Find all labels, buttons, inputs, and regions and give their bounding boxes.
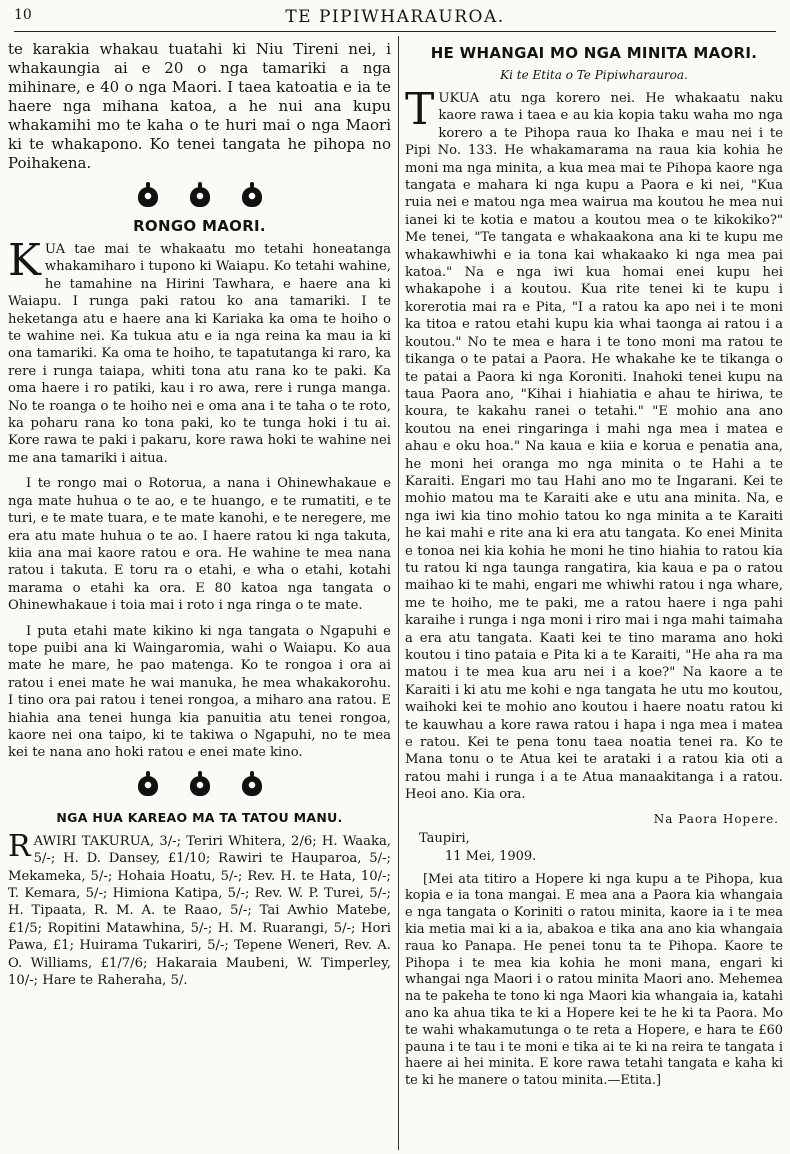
page-number: 10: [14, 7, 32, 23]
letter-signature: Na Paora Hopere.: [653, 811, 779, 826]
editor-note-text: [Mei ata titiro a Hopere ki nga kupu a te Pihopa, kua kopia e ia tona mangai. E mea ana a Paora kia whangaia e nga tangata o Koriniti o ratou minita, kaore ia i te mea kia metia mai ki a ia, abakoa e tika ana ano kia whangaia raua ko Panapa. He penei tonu ta te Pihopa. Kaore te Pihopa i te mea kia kohia he moni mana, engari ki whangai nga Maori i o ratou minita Maori ano. Mehemea na te pakeha te tono ki nga Maori kia whangaia ia, katahi ano ka ahua tika te ki a Hopere kei te he ki ta Paora. Mo te wahi whakamutunga o te reta a Hopere, e hara te £60 pauna i te tau i te moni e tika ai te ki na reira te tangata i haere ai hei minita. E kore rawa tetahi tangata e kaha ki te ki he manere o tatou minita.—Etita.]: [405, 871, 783, 1089]
rongo-paragraph-1-text: UA tae mai te whakaatu mo tetahi honeatanga whakamiharo i tupono ki Waiapu. Ko tetahi wahine, he tamahine na Hirini Tawhara, e haere ana ki Waiapu. I runga paki ratou ko ana tamariki. I te heketanga atu e haere ana ki Kariaka ka oma te hoiho o te wahine nei. Ka tukua atu e ia nga reina ka mau ia ki ona tamariki. Ka oma te hoiho, te tapatutanga ki raro, ka rere i runga taiapa, whiti tona atu rana ko te paki. Ka oma haere i ro patiki, kau i ro awa, rere i runga manga. No te roanga o te hoiho nei e oma ana i te taha o te roto, ka poharu rana ko tona paki, ko te tunga hoki i tu ai. Kore rawa te paki i pakaru, kore rawa hoki te wahine nei me ana tamariki i aitua.: [8, 242, 391, 466]
fern-ornament-icon: [242, 776, 262, 796]
fern-ornament-icon: [190, 776, 210, 796]
drop-cap: R: [8, 828, 31, 864]
donations-paragraph: [8, 828, 391, 990]
rongo-paragraph-3: I puta etahi mate kikino ki nga tangata o Ngapuhi e tope puibi ana ki Waingaromia, wahi o Waiapu. Ko aua mate he mare, he pao matenga. Ko te rongoa i ora ai ratou i enei mate he wai manuka, he mea whakakorohu. I tino ora pai ratou i tenei rongoa, a miharo ana ratou. E hiahia ana tenei hunga kia panuitia atu tenei rongoa, kaore nei ona taipo, ki te takiwa o Ngapuhi, no te mea kei te nana ano hoki ratou e enei mate kino.: [8, 623, 391, 761]
ornament-row: [8, 187, 391, 207]
hua-kareao-heading: NGA HUA KAREAO MA TA TATOU MANU.: [56, 809, 343, 825]
whangai-heading: HE WHANGAI MO NGA MINITA MAORI.: [430, 44, 758, 62]
newspaper-title: TE PIPIWHARAUROA.: [285, 7, 505, 27]
rongo-paragraph-1: [8, 235, 391, 467]
editor-note: [405, 872, 783, 1090]
drop-cap: T: [405, 84, 435, 135]
letter-date: 11 Mei, 1909.: [445, 848, 537, 864]
fern-ornament-icon: [242, 187, 262, 207]
running-header: [14, 5, 776, 32]
ornament-row: [8, 776, 391, 796]
donations-text: AWIRI TAKURUA, 3/-; Teriri Whitera, 2/6; H. Waaka, 5/-; H. D. Dansey, £1/10; Rawiri te Hauparoa, 5/-; Mekameka, 5/-; Hohaia Hoatu, 5/-; Rev. H. te Hata, 10/-; T. Kemara, 5/-; Himiona Katipa, 5/-; Rev. W. P. Turei, 5/-; H. Tipaata, R. M. A. te Raao, 5/-; Tai Awhio Matebe, £1/5; Ropitini Matawhina, 5/-; H. M. Ruarangi, 5/-; Hori Pawa, £1; Huirama Tukariri, 5/-; Tepene Weneri, Rev. A. O. Williams, £1/7/6; Hakaraia Maubeni, W. Timperley, 10/-; Hare te Raheraha, 5/.: [8, 833, 391, 989]
rongo-maori-heading: RONGO MAORI.: [133, 217, 266, 235]
column-divider: [398, 36, 399, 1150]
right-column: [405, 40, 783, 1148]
left-column: [8, 40, 391, 1148]
continued-paragraph: te karakia whakau tuatahi ki Niu Tireni nei, i whakaungia ai e 20 o nga tamariki a nga mihinare, e 40 o nga Maori. I taea katoatia e ia te haere nga mihana katoa, a he nui ana kupu whakamihi mo te kaha o te huri mai o nga Maori ki te whakapono. Ko tenei tangata he pihopa no Poihakena.: [8, 40, 391, 172]
rongo-paragraph-2: I te rongo mai o Rotorua, a nana i Ohinewhakaue e nga mate huhua o te ao, e te huango, e te rumatiti, e te turi, e te mate tuara, e te mate kanohi, e te neregere, me era atu mate huhua o te ao. I haere ratou ki nga takuta, kiia ana mai kaore ratou e ora. He wahine te mea nana ratou i takuta. E toru ra o etahi, e wha o etahi, kotahi marama o etahi ka ora. E 80 katoa nga tangata o Ohinewhakaue i toia mai i roto i nga ringa o te mate.: [8, 476, 391, 614]
fern-ornament-icon: [138, 187, 158, 207]
letter-subtitle: Ki te Etita o Te Pipiwharauroa.: [500, 68, 688, 82]
letter-text: UKUA atu nga korero nei. He whakaatu naku kaore rawa i taea e au kia kopia taku waha mo nga korero a te Pihopa raua ko Ihaka e mau nei i te Pipi No. 133. He whakamarama na raua kia kohia he moni ma nga minita, a kua mea mai te Pihopa kaore nga tangata e mahara ki nga kupu a Paora e ki nei, "Kua ruia nei e matou nga mea wairua ma koutou he mea nui ianei ki te kotia e matou a koutou mea o te kikokiko?" Me tenei, "Te tangata e whakaakona ana ki te kupu me whakawhiwhi e ia tona kai whakaako ki nga mea pai katoa." Na e nga iwi kua homai enei kupu hei whakapohe i a koutou. Kua rite tenei ki te kupu i korerotia mai ra e Pita, "I a ratou ka apo nei i te moni ka titoa e ratou etahi kupu kia whai taonga ai ratou i a koutou." No te mea e hara i te tono moni ma ratou te tikanga o te patai a Paora. He whakahe ke te tikanga o te patai a Paora ki nga Koroniti. Inahoki tenei kupu na taua Paora ano, "Kihai i hiahiatia e ahau te hiriwa, te koura, te kakahu ranei o tetahi." "E mohio ana ano koutou na enei ringaringa i mahi nga mea i matea e ahau e oku hoa." Na kaua e kiia e korua e penatia ana, he moni hei oranga mo nga minita o te Hahi a te Karaiti. Engari mo tau Hahi ano mo te Ingarani. Kei te mohio matou ma te Karaiti ake e utu ana minita. Na, e nga iwi kia tino mohio tatou ko nga minita a te Karaiti he kai mahi e rite ana ki era atu tangata. Ko enei Minita e tonoa nei kia kohia he moni he tino hiahia to ratou kia tu ratou ki nga taunga rangatira, kia kaua e pa o ratou maihao ki te mahi, engari me whiwhi ratou i nga whare, me te hoiho, me te paki, me a ratou haere i nga pahi karaihe i runga i nga moni i riro mai i nga mahi taimaha a era atu tangata. Kaati kei te tino marama ano hoki koutou i tino pataia e Pita ki a te Karaiti, "He aha ra ma matou i te mea kua aru nei i a koe?" Na kaore a te Karaiti i ki atu me kohi e nga tangata he utu mo koutou, waihoki kei te mohio ano koutou i haere noatu ratou ki te kauwhau a kore rawa ratou i hapa i nga mea i matea e ratou. Kei te pena tonu taea noatia tenei ra. Ko te Mana tonu o te Atua kei te arataki i a ratou kia oti a ratou mahi i runga i a te Atua manaakitanga i a ratou. Heoi ano. Kia ora.: [405, 91, 783, 803]
fern-ornament-icon: [138, 776, 158, 796]
letter-body: [405, 84, 783, 804]
fern-ornament-icon: [190, 187, 210, 207]
letter-place: Taupiri,: [419, 830, 470, 846]
drop-cap: K: [8, 235, 41, 286]
